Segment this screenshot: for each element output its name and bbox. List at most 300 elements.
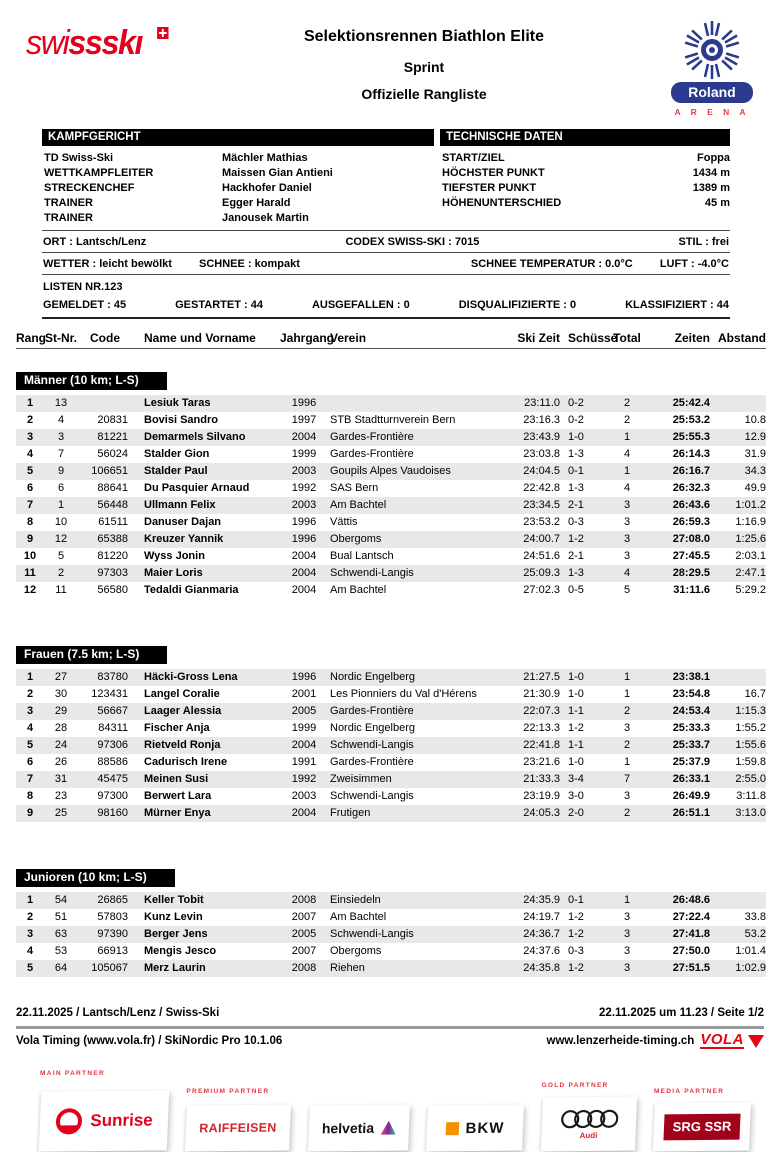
cell-zeiten: 24:53.4: [672, 705, 710, 717]
cell-verein: Riehen: [330, 962, 365, 974]
cell-schuesse: 0-1: [568, 894, 584, 906]
cell-skizeit: 22:42.8: [523, 482, 560, 494]
cell-stnr: 54: [54, 894, 68, 906]
technische-daten-box: [440, 129, 730, 228]
official-row: [44, 151, 434, 166]
cell-stnr: 6: [57, 482, 65, 494]
table-row: [16, 514, 766, 531]
cell-stnr: 63: [54, 928, 68, 940]
cell-code: 26865: [97, 894, 128, 906]
cell-schuesse: 1-1: [568, 739, 584, 751]
cell-code: 98160: [97, 807, 128, 819]
footer-date-page: 22.11.2025 um 11.23 / Seite 1/2: [599, 1007, 764, 1019]
cell-skizeit: 24:37.6: [523, 945, 560, 957]
cell-jahrgang: 2001: [291, 688, 317, 700]
cell-abstand: 16.7: [744, 688, 766, 700]
cell-total: 2: [623, 705, 631, 717]
section-title: Männer (10 km; L-S): [16, 372, 167, 390]
cell-total: 4: [623, 567, 631, 579]
table-row: [16, 892, 766, 909]
cell-total: 3: [623, 533, 631, 545]
cell-verein: Gardes-Frontière: [330, 705, 414, 717]
cell-rang: 2: [26, 911, 34, 923]
cell-schuesse: 0-3: [568, 945, 584, 957]
cell-rang: 1: [26, 894, 34, 906]
cell-verein: Am Bachtel: [330, 584, 387, 596]
footer-timing-site: www.lenzerheide-timing.ch: [546, 1035, 695, 1047]
cell-zeiten: 25:33.7: [672, 739, 710, 751]
gold-partner-label: GOLD PARTNER: [541, 1082, 609, 1089]
cell-name: Keller Tobit: [144, 894, 204, 906]
cell-skizeit: 23:21.6: [523, 756, 560, 768]
cell-total: 1: [623, 688, 631, 700]
cell-code: 81221: [97, 431, 128, 443]
cell-rang: 5: [26, 962, 34, 974]
cell-abstand: 5:29.2: [735, 584, 766, 596]
cell-verein: Am Bachtel: [330, 911, 387, 923]
cell-total: 3: [623, 928, 631, 940]
info-stil: STIL : frei: [678, 236, 729, 248]
info-weather-group: [43, 258, 300, 270]
cell-abstand: 1:01.2: [735, 499, 766, 511]
cell-verein: Vättis: [330, 516, 358, 528]
cell-total: 4: [623, 448, 631, 460]
cell-zeiten: 25:55.3: [672, 431, 710, 443]
cell-schuesse: 1-2: [568, 962, 584, 974]
table-row: [16, 960, 766, 977]
section-title: Frauen (7.5 km; L-S): [16, 646, 167, 664]
cell-zeiten: 27:41.8: [672, 928, 710, 940]
results-section: [16, 645, 766, 822]
table-row: [16, 771, 766, 788]
cell-name: Merz Laurin: [144, 962, 206, 974]
cell-name: Mürner Enya: [144, 807, 211, 819]
cell-jahrgang: 1996: [291, 533, 317, 545]
cell-total: 2: [623, 397, 631, 409]
cell-zeiten: 31:11.6: [673, 584, 710, 596]
table-row: [16, 565, 766, 582]
roland-snowflake-icon: [674, 18, 750, 82]
official-row: [44, 196, 434, 211]
premium-partner-label: PREMIUM PARTNER: [186, 1088, 270, 1095]
cell-verein: Nordic Engelberg: [330, 671, 415, 683]
cell-total: 7: [623, 773, 631, 785]
cell-name: Mengis Jesco: [144, 945, 217, 957]
cell-total: 3: [623, 945, 631, 957]
cell-jahrgang: 2005: [291, 705, 317, 717]
cell-rang: 9: [26, 533, 34, 545]
cell-abstand: 2:47.1: [735, 567, 766, 579]
sunrise-icon: [55, 1107, 84, 1135]
list-type-title: Offizielle Rangliste: [361, 86, 487, 102]
cell-abstand: 1:01.4: [735, 945, 766, 957]
cell-code: 97306: [97, 739, 128, 751]
footer-timing-software: Vola Timing (www.vola.fr) / SkiNordic Pro 10.1.06: [16, 1035, 283, 1047]
cell-skizeit: 24:35.9: [523, 894, 560, 906]
cell-schuesse: 2-1: [568, 499, 584, 511]
official-name: Hackhofer Daniel: [222, 182, 312, 194]
cell-skizeit: 21:30.9: [523, 688, 560, 700]
cell-rang: 2: [26, 414, 34, 426]
cell-stnr: 53: [54, 945, 68, 957]
col-schuesse: Schüsse: [568, 331, 618, 345]
cell-schuesse: 0-2: [568, 414, 584, 426]
sponsor-audi: [542, 1082, 636, 1151]
cell-jahrgang: 2004: [291, 739, 317, 751]
cell-stnr: 30: [54, 688, 68, 700]
cell-rang: 12: [23, 584, 37, 596]
cell-code: 56024: [97, 448, 128, 460]
col-name: Name und Vorname: [144, 331, 256, 345]
table-row: [16, 429, 766, 446]
cell-verein: Obergoms: [330, 533, 382, 545]
cell-schuesse: 1-2: [568, 533, 584, 545]
cell-name: Du Pasquier Arnaud: [144, 482, 250, 494]
cell-jahrgang: 2004: [291, 567, 317, 579]
cell-rang: 4: [26, 945, 34, 957]
cell-verein: Gardes-Frontière: [330, 448, 414, 460]
info-klassifiziert: KLASSIFIZIERT : 44: [625, 299, 729, 311]
cell-verein: Schwendi-Langis: [330, 567, 414, 579]
cell-schuesse: 0-3: [568, 516, 584, 528]
cell-stnr: 29: [54, 705, 68, 717]
info-schnee: SCHNEE : kompakt: [199, 258, 300, 270]
tech-row: [442, 181, 730, 196]
swissski-logo-thin: swi: [26, 24, 69, 62]
table-row: [16, 463, 766, 480]
cell-name: Wyss Jonin: [144, 550, 205, 562]
cell-total: 3: [623, 499, 631, 511]
cell-rang: 7: [26, 773, 34, 785]
cell-jahrgang: 1999: [291, 722, 317, 734]
helvetia-text: helvetia: [321, 1119, 375, 1137]
section-rows: [16, 892, 766, 977]
cell-schuesse: 1-2: [568, 722, 584, 734]
cell-abstand: 33.8: [744, 911, 766, 923]
official-name: Mächler Mathias: [222, 152, 308, 164]
table-row: [16, 686, 766, 703]
info-gemeldet: GEMELDET : 45: [43, 299, 127, 311]
col-zeiten: Zeiten: [674, 331, 710, 345]
cell-code: 66913: [97, 945, 128, 957]
cell-abstand: 2:03.1: [735, 550, 766, 562]
official-row: [44, 211, 434, 226]
cell-skizeit: 24:19.7: [523, 911, 560, 923]
cell-skizeit: 24:36.7: [523, 928, 560, 940]
cell-skizeit: 22:13.3: [523, 722, 560, 734]
cell-schuesse: 3-0: [568, 790, 584, 802]
info-disqualifizierte: DISQUALIFIZIERTE : 0: [458, 299, 577, 311]
cell-rang: 6: [26, 482, 34, 494]
info-listen-nr: LISTEN NR.123: [43, 281, 123, 293]
info-wetter: WETTER : leicht bewölkt: [43, 258, 172, 270]
official-name: Egger Harald: [222, 197, 291, 209]
sponsor-sunrise: [40, 1070, 168, 1151]
cell-verein: Zweisimmen: [330, 773, 392, 785]
table-row: [16, 805, 766, 822]
cell-name: Meinen Susi: [144, 773, 209, 785]
table-row: [16, 497, 766, 514]
cell-zeiten: 25:42.4: [672, 397, 710, 409]
cell-verein: Einsiedeln: [330, 894, 381, 906]
table-row: [16, 531, 766, 548]
results-table: [16, 331, 766, 977]
cell-total: 3: [623, 962, 631, 974]
cell-skizeit: 27:02.3: [523, 584, 560, 596]
col-skizeit: Ski Zeit: [517, 331, 560, 345]
swissski-logo-bold: ssskı: [68, 24, 143, 62]
cell-name: Fischer Anja: [144, 722, 210, 734]
cell-abstand: 49.9: [744, 482, 766, 494]
cell-zeiten: 25:53.2: [672, 414, 710, 426]
kampfgericht-rows: [42, 146, 434, 228]
cell-name: Kunz Levin: [144, 911, 203, 923]
race-info-strip: [42, 230, 730, 319]
cell-name: Danuser Dajan: [144, 516, 222, 528]
info-luft: LUFT : -4.0°C: [659, 258, 729, 270]
cell-rang: 3: [26, 705, 34, 717]
table-row: [16, 548, 766, 565]
tech-label: TIEFSTER PUNKT: [442, 182, 537, 194]
cell-jahrgang: 2003: [291, 465, 317, 477]
cell-total: 2: [623, 807, 631, 819]
cell-stnr: 24: [54, 739, 68, 751]
table-row: [16, 412, 766, 429]
audi-tile: [540, 1097, 636, 1152]
table-row: [16, 669, 766, 686]
cell-rang: 7: [26, 499, 34, 511]
cell-rang: 5: [26, 465, 34, 477]
cell-jahrgang: 2004: [291, 584, 317, 596]
footer-timing-row: [16, 1033, 764, 1049]
technische-daten-rows: [440, 146, 730, 213]
cell-verein: Les Pionniers du Val d'Hérens: [330, 688, 477, 700]
cell-code: 106651: [91, 465, 128, 477]
cell-name: Rietveld Ronja: [144, 739, 221, 751]
info-gestartet: GESTARTET : 44: [175, 299, 263, 311]
cell-rang: 11: [24, 567, 36, 579]
cell-verein: Am Bachtel: [330, 499, 387, 511]
official-role: WETTKAMPFLEITER: [44, 167, 154, 179]
cell-verein: Goupils Alpes Vaudoises: [330, 465, 451, 477]
cell-stnr: 25: [54, 807, 68, 819]
section-rows: [16, 395, 766, 599]
cell-zeiten: 23:38.1: [672, 671, 710, 683]
cell-total: 2: [623, 414, 631, 426]
cell-jahrgang: 2003: [291, 499, 317, 511]
cell-abstand: [710, 892, 766, 909]
cell-abstand: 3:13.0: [735, 807, 766, 819]
sponsor-raiffeisen: [186, 1088, 290, 1151]
cell-skizeit: 23:03.8: [523, 448, 560, 460]
cell-code: 65388: [97, 533, 128, 545]
cell-code: [78, 395, 132, 412]
cell-skizeit: 24:35.8: [523, 962, 560, 974]
cell-schuesse: 2-0: [568, 807, 584, 819]
cell-code: 88586: [97, 756, 128, 768]
vola-logo: [700, 1033, 764, 1049]
officials-section: [42, 129, 730, 228]
cell-schuesse: 0-1: [568, 465, 584, 477]
helvetia-tile: [308, 1104, 410, 1151]
cell-skizeit: 23:34.5: [523, 499, 560, 511]
cell-name: Ullmann Felix: [144, 499, 216, 511]
vola-triangle-icon: [748, 1035, 764, 1048]
official-row: [44, 166, 434, 181]
cell-zeiten: 27:08.0: [672, 533, 710, 545]
cell-total: 5: [623, 584, 631, 596]
cell-schuesse: 1-2: [568, 928, 584, 940]
cell-verein: Gardes-Frontière: [330, 756, 414, 768]
cell-schuesse: 1-1: [568, 705, 584, 717]
cell-skizeit: 23:16.3: [523, 414, 560, 426]
table-row: [16, 480, 766, 497]
cell-verein: Frutigen: [330, 807, 371, 819]
cell-abstand: 12.9: [744, 431, 766, 443]
cell-zeiten: 23:54.8: [672, 688, 710, 700]
col-total: Total: [613, 331, 641, 345]
col-verein: Verein: [330, 331, 367, 345]
technische-daten-title: TECHNISCHE DATEN: [440, 129, 730, 146]
cell-stnr: 3: [57, 431, 65, 443]
official-role: TD Swiss-Ski: [44, 152, 114, 164]
cell-name: Laager Alessia: [144, 705, 222, 717]
cell-jahrgang: 1996: [291, 516, 317, 528]
cell-jahrgang: 2004: [291, 550, 317, 562]
sponsor-strip: [40, 1059, 750, 1151]
tech-label: START/ZIEL: [442, 152, 505, 164]
cell-zeiten: 26:48.6: [672, 894, 710, 906]
table-row: [16, 909, 766, 926]
info-ausgefallen: AUSGEFALLEN : 0: [311, 299, 410, 311]
sunrise-text: Sunrise: [89, 1110, 154, 1131]
cell-name: Tedaldi Gianmaria: [144, 584, 239, 596]
cell-stnr: 11: [55, 584, 67, 596]
cell-schuesse: 1-0: [568, 671, 584, 683]
cell-verein: SAS Bern: [330, 482, 379, 494]
footer-timing-right: [547, 1033, 765, 1049]
main-partner-label: MAIN PARTNER: [40, 1070, 105, 1077]
cell-rang: 3: [26, 431, 34, 443]
cell-verein: Schwendi-Langis: [330, 928, 414, 940]
cell-skizeit: 22:07.3: [523, 705, 560, 717]
cell-name: Kreuzer Yannik: [144, 533, 224, 545]
cell-total: 3: [623, 911, 631, 923]
cell-schuesse: 1-0: [568, 431, 584, 443]
tech-row: [442, 151, 730, 166]
cell-verein: Nordic Engelberg: [330, 722, 415, 734]
cell-name: Lesiuk Taras: [144, 397, 211, 409]
cell-zeiten: 26:43.6: [672, 499, 710, 511]
cell-name: Demarmels Silvano: [144, 431, 246, 443]
official-role: STRECKENCHEF: [44, 182, 135, 194]
cell-code: 45475: [97, 773, 128, 785]
official-name: Janousek Martin: [222, 212, 309, 224]
cell-stnr: 27: [54, 671, 68, 683]
cell-name: Stalder Paul: [144, 465, 208, 477]
cell-total: 3: [623, 516, 631, 528]
cell-skizeit: 23:11.0: [524, 397, 560, 409]
cell-verein: Schwendi-Langis: [330, 739, 414, 751]
cell-rang: 4: [26, 448, 34, 460]
cell-code: 84311: [98, 722, 128, 734]
bkw-square-icon: [445, 1122, 459, 1135]
sponsor-helvetia: [309, 1105, 409, 1151]
table-row: [16, 720, 766, 737]
sponsor-srgssr: [654, 1088, 750, 1151]
cell-zeiten: 25:33.3: [672, 722, 710, 734]
cell-jahrgang: 2004: [291, 431, 317, 443]
cell-zeiten: 26:16.7: [672, 465, 710, 477]
tech-value: Foppa: [697, 152, 730, 164]
cell-stnr: 12: [54, 533, 68, 545]
col-abstand: Abstand: [718, 331, 766, 345]
roland-badge: Roland: [671, 82, 753, 103]
cell-rang: 6: [26, 756, 34, 768]
cell-code: 56667: [97, 705, 128, 717]
cell-jahrgang: 2008: [291, 962, 317, 974]
cell-schuesse: 1-0: [568, 756, 584, 768]
cell-code: 83780: [97, 671, 128, 683]
cell-name: Cadurisch Irene: [144, 756, 228, 768]
table-row: [16, 754, 766, 771]
media-partner-label: MEDIA PARTNER: [653, 1088, 725, 1095]
cell-total: 1: [623, 671, 631, 683]
cell-total: 1: [623, 431, 631, 443]
cell-skizeit: 24:00.7: [523, 533, 560, 545]
cell-stnr: 9: [57, 465, 65, 477]
table-row: [16, 788, 766, 805]
cell-code: 81220: [97, 550, 128, 562]
cell-rang: 8: [26, 790, 34, 802]
tech-value: 45 m: [704, 197, 730, 209]
footer-date-row: [16, 1007, 764, 1029]
cell-abstand: [710, 669, 766, 686]
cell-verein: Gardes-Frontière: [330, 431, 414, 443]
cell-jahrgang: 1996: [291, 671, 317, 683]
official-row: [44, 181, 434, 196]
cell-jahrgang: 1992: [291, 773, 317, 785]
cell-rang: 4: [26, 722, 34, 734]
cell-stnr: 31: [54, 773, 68, 785]
tech-label: HÖHENUNTERSCHIED: [442, 197, 562, 209]
cell-skizeit: 21:33.3: [523, 773, 560, 785]
cell-name: Stalder Gion: [144, 448, 210, 460]
info-row-weather: [42, 253, 730, 275]
cell-abstand: 10.8: [744, 414, 766, 426]
official-name: Maissen Gian Antieni: [222, 167, 333, 179]
cell-verein: Obergoms: [330, 945, 382, 957]
cell-zeiten: 26:14.3: [672, 448, 710, 460]
srgssr-text: SRG SSR: [663, 1114, 741, 1141]
cell-total: 3: [623, 722, 631, 734]
cell-stnr: 28: [54, 722, 68, 734]
cell-verein: STB Stadtturnverein Bern: [330, 414, 456, 426]
table-row: [16, 703, 766, 720]
cell-zeiten: 27:22.4: [672, 911, 710, 923]
info-row-location: [42, 231, 730, 253]
table-row: [16, 582, 766, 599]
cell-code: 88641: [97, 482, 128, 494]
swiss-cross-icon: [157, 27, 168, 39]
cell-jahrgang: 2005: [291, 928, 317, 940]
cell-stnr: 26: [54, 756, 68, 768]
cell-rang: 3: [26, 928, 34, 940]
bkw-text: BKW: [465, 1119, 505, 1137]
roland-arena-logo: [662, 18, 762, 117]
cell-skizeit: 24:51.6: [523, 550, 560, 562]
page-header: [0, 0, 780, 117]
